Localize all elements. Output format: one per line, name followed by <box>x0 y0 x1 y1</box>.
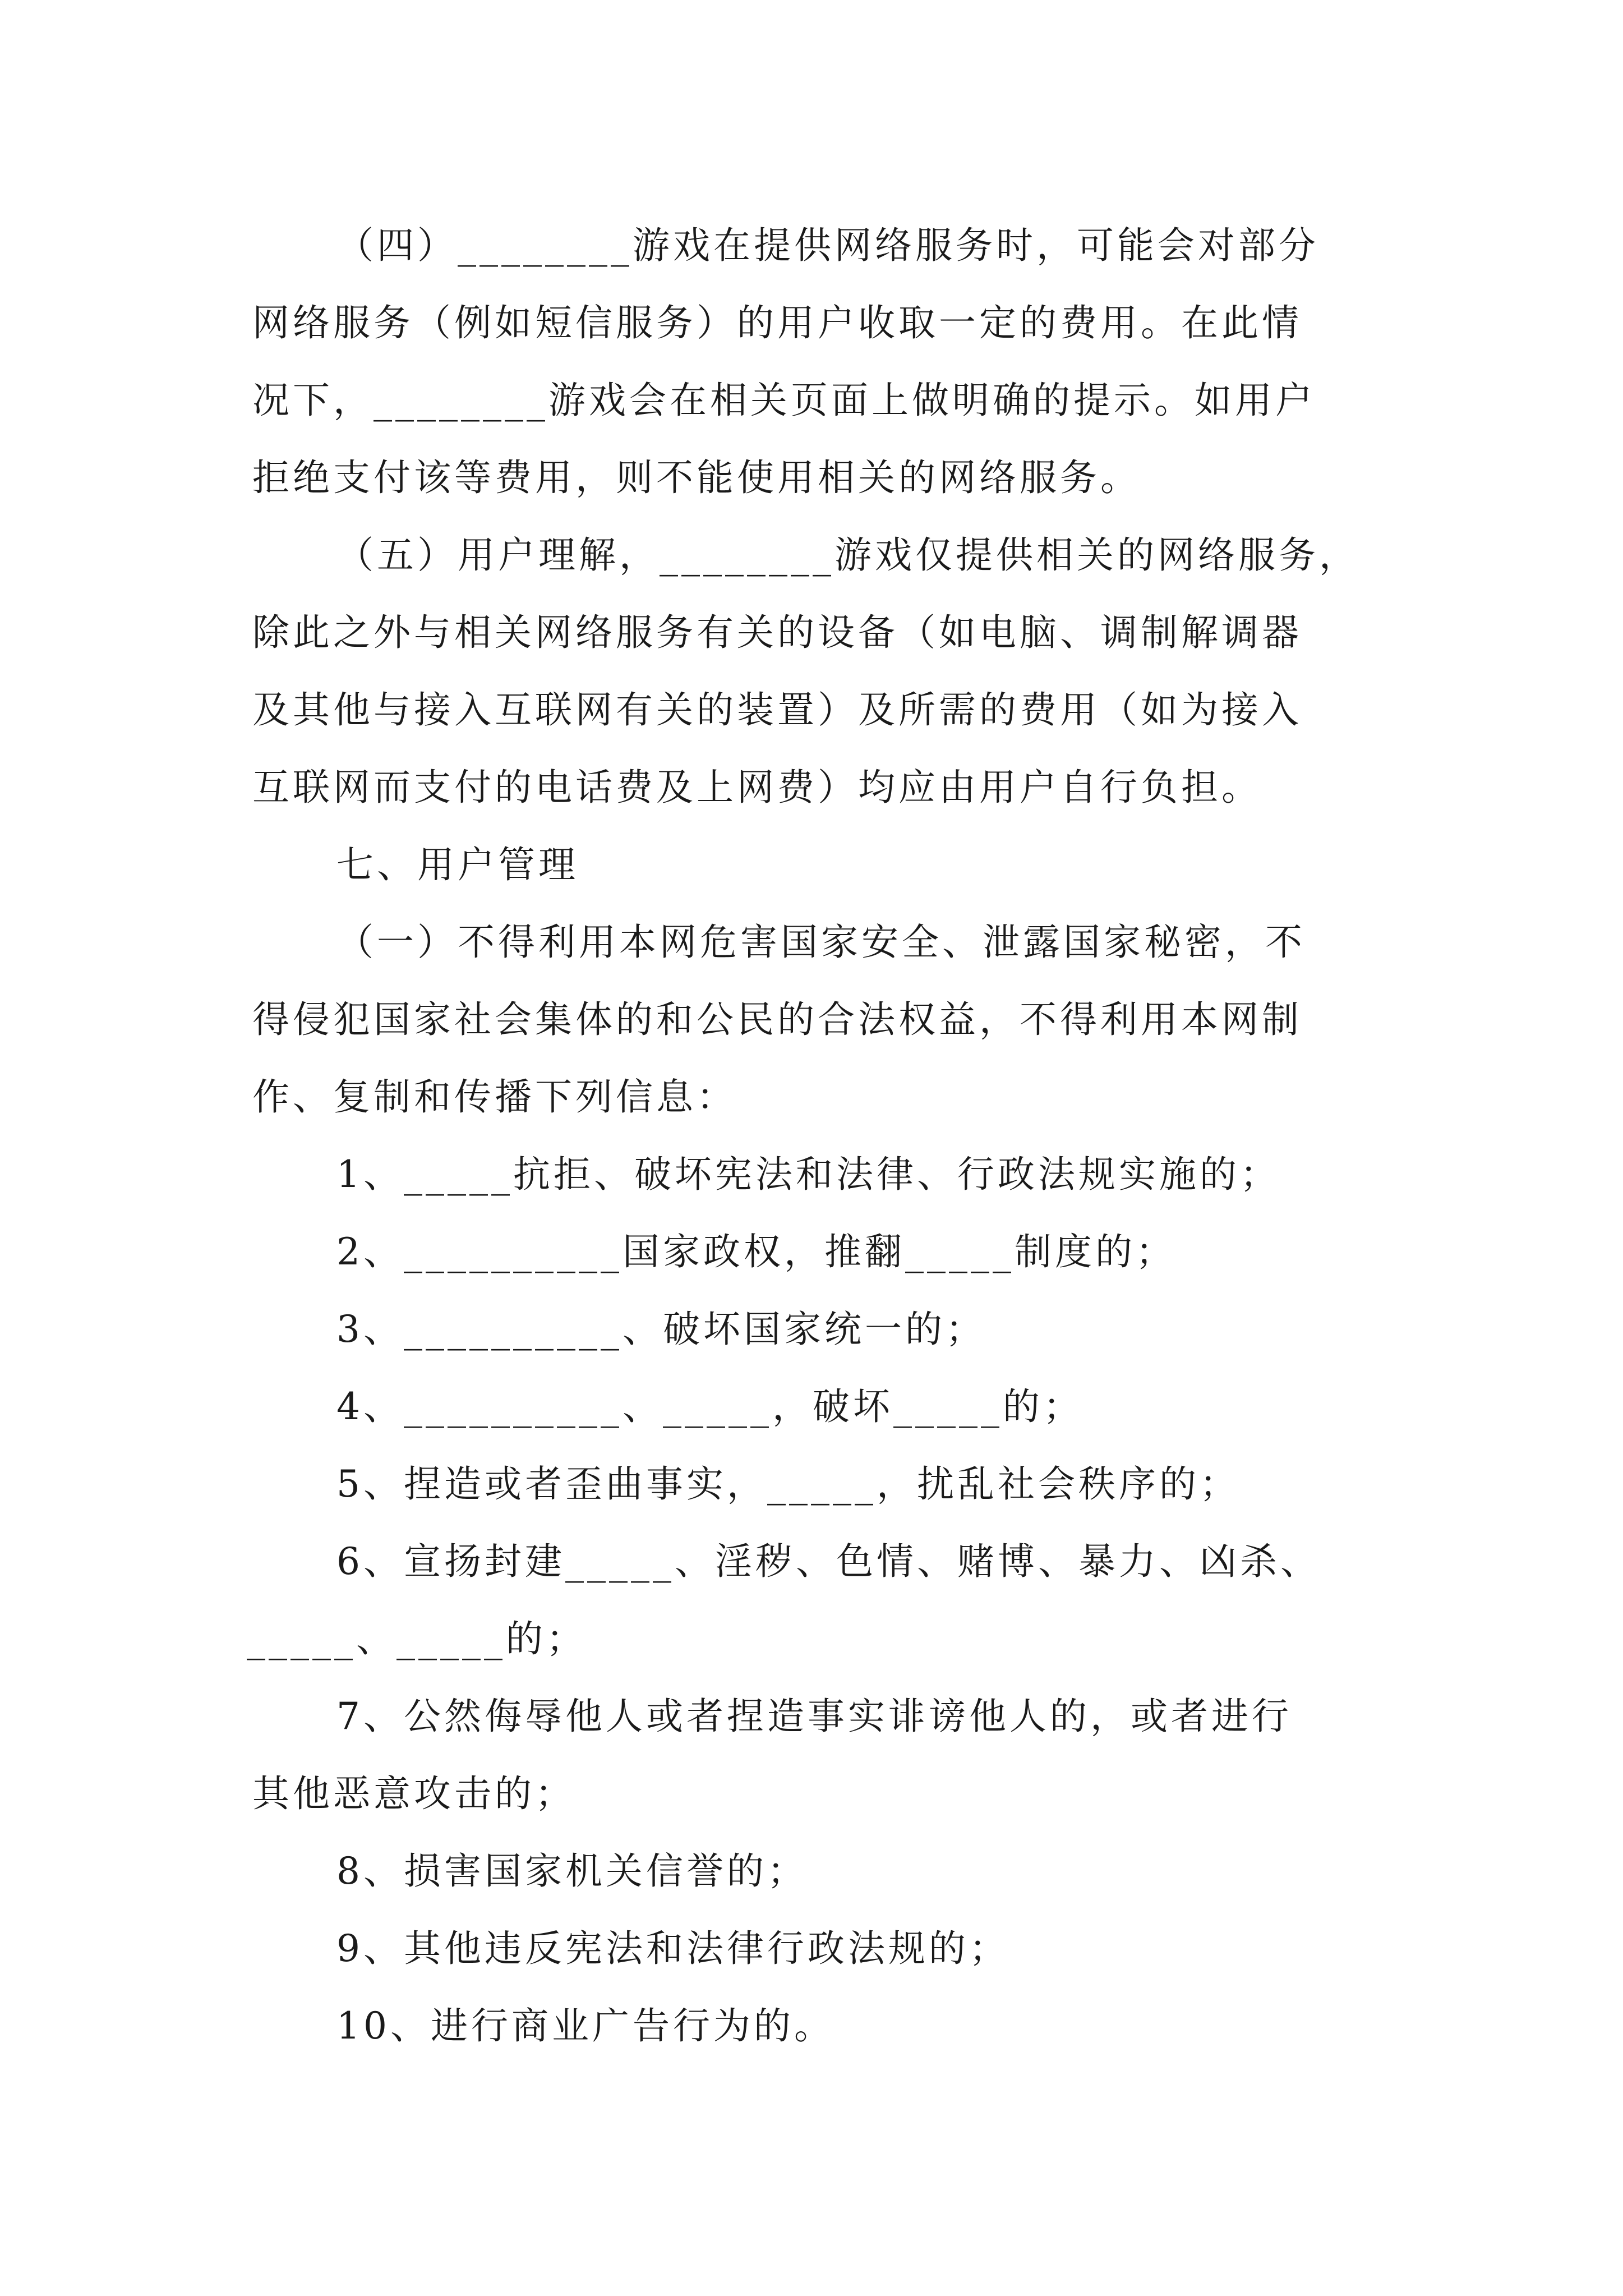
list-item: 10、进行商业广告行为的。 <box>336 2004 834 2047</box>
list-item: 5、捏造或者歪曲事实，_____，扰乱社会秩序的； <box>336 1462 1240 1506</box>
paragraph-line: 拒绝支付该等费用，则不能使用相关的网络服务。 <box>252 456 1141 499</box>
list-item-continuation: _____、_____的； <box>247 1617 587 1660</box>
paragraph-line: 作、复制和传播下列信息： <box>252 1075 737 1119</box>
paragraph-line: （一）不得利用本网危害国家安全、泄露国家秘密，不 <box>336 921 1306 964</box>
paragraph-line: 况下，________游戏会在相关页面上做明确的提示。如用户 <box>252 379 1316 422</box>
list-item: 1、_____抗拒、破坏宪法和法律、行政法规实施的； <box>336 1153 1280 1196</box>
list-item-continuation: 其他恶意攻击的； <box>252 1772 575 1815</box>
list-item: 7、公然侮辱他人或者捏造事实诽谤他人的，或者进行 <box>336 1695 1292 1738</box>
paragraph-line: （四）________游戏在提供网络服务时，可能会对部分 <box>336 224 1319 267</box>
list-item: 2、__________国家政权，推翻_____制度的； <box>336 1230 1176 1273</box>
list-item: 3、__________、破坏国家统一的； <box>336 1308 986 1351</box>
list-item: 4、__________、_____，破坏_____的； <box>336 1385 1083 1428</box>
paragraph-line: 互联网而支付的电话费及上网费）均应由用户自行负担。 <box>252 766 1262 809</box>
paragraph-line: 及其他与接入互联网有关的装置）及所需的费用（如为接入 <box>252 688 1302 731</box>
list-item: 6、宣扬封建_____、淫秽、色情、赌博、暴力、凶杀、 <box>336 1540 1321 1583</box>
list-item: 9、其他违反宪法和法律行政法规的； <box>336 1927 1009 1970</box>
paragraph-line: （五）用户理解，________游戏仅提供相关的网络服务， <box>336 533 1359 577</box>
list-item: 8、损害国家机关信誉的； <box>336 1849 808 1893</box>
section-heading: 七、用户管理 <box>336 843 579 886</box>
paragraph-line: 网络服务（例如短信服务）的用户收取一定的费用。在此情 <box>252 301 1302 344</box>
paragraph-line: 得侵犯国家社会集体的和公民的合法权益，不得利用本网制 <box>252 998 1302 1041</box>
paragraph-line: 除此之外与相关网络服务有关的设备（如电脑、调制解调器 <box>252 611 1302 654</box>
